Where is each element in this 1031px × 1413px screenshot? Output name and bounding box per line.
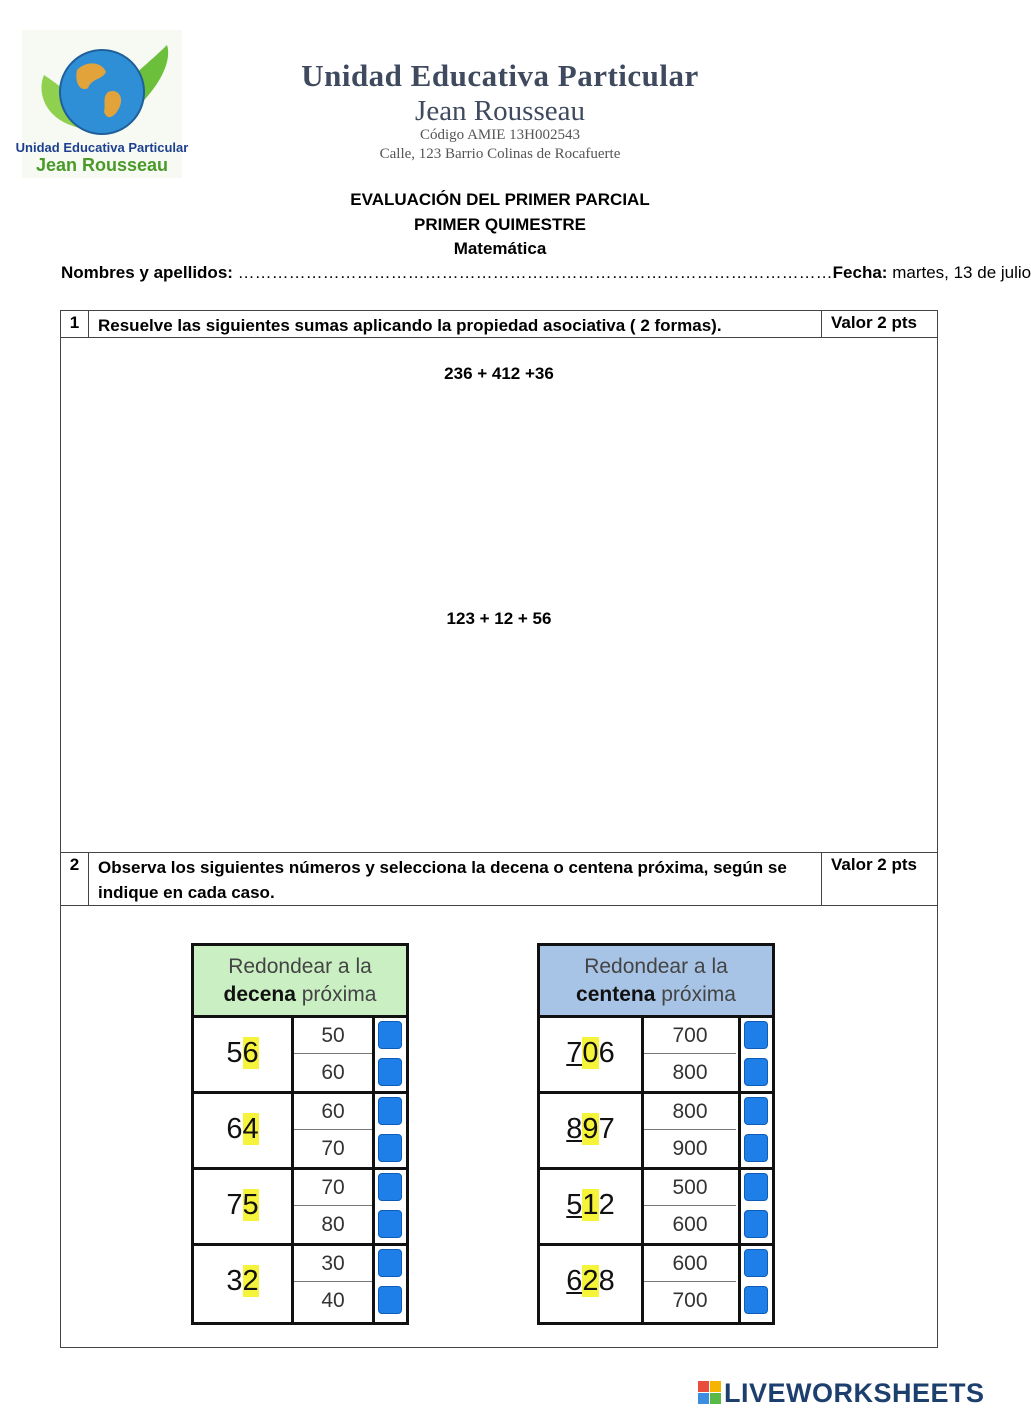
name-blank[interactable]: ……………………………………………………………………………………………	[237, 263, 833, 282]
round-hundreds-header	[540, 946, 772, 1018]
option-label: 70	[294, 1170, 372, 1206]
sum-expression: 123 + 12 + 56	[446, 609, 552, 628]
header-line-2	[540, 981, 772, 1009]
option-label: 50	[294, 1018, 372, 1054]
number-to-round: 628	[540, 1246, 644, 1322]
option-checkbox[interactable]	[378, 1210, 402, 1238]
round-row	[194, 1018, 406, 1094]
svg-text:Jean Rousseau: Jean Rousseau	[35, 155, 169, 175]
option-label: 800	[672, 1061, 708, 1084]
number-to-round: 64	[194, 1094, 294, 1167]
number-to-round: 897	[540, 1094, 644, 1167]
header-line: Redondear a la	[228, 955, 372, 978]
question-1-header	[61, 311, 937, 338]
number-to-round: 706	[540, 1018, 644, 1091]
highlighted-digit: 5	[242, 1189, 259, 1221]
option-checkbox[interactable]	[744, 1210, 768, 1238]
number-to-round: 32	[194, 1246, 294, 1322]
header-bold: decena	[223, 983, 296, 1006]
option-label: 40	[321, 1289, 345, 1312]
question-number: 2	[61, 853, 89, 905]
option-label: 900	[672, 1137, 708, 1160]
option-checkbox[interactable]	[744, 1286, 768, 1314]
date-value: martes, 13 de julio	[892, 263, 1031, 282]
school-logo	[15, 30, 189, 178]
question-value: Valor 2 pts	[821, 853, 937, 905]
highlighted-digit: 0	[582, 1037, 599, 1069]
question-2-header	[61, 852, 937, 906]
highlighted-digit: 2	[582, 1265, 599, 1297]
option-label: 30	[294, 1246, 372, 1282]
highlighted-digit: 4	[242, 1113, 259, 1145]
option-checkbox[interactable]	[378, 1173, 402, 1201]
option-checkbox[interactable]	[744, 1134, 768, 1162]
brand-text: LIVEWORKSHEETS	[724, 1377, 985, 1408]
option-label: 600	[672, 1213, 708, 1236]
header-bold: centena	[576, 983, 656, 1006]
question-text: Observa los siguientes números y selecciona la decena o centena próxima, según se indique en cada caso.	[98, 858, 787, 902]
round-row	[194, 1094, 406, 1170]
round-hundreds-box	[537, 943, 775, 1325]
question-number: 1	[61, 311, 89, 337]
round-tens-box	[191, 943, 409, 1325]
option-checkbox[interactable]	[744, 1097, 768, 1125]
option-checkbox[interactable]	[378, 1134, 402, 1162]
round-row	[540, 1170, 772, 1246]
round-row	[540, 1094, 772, 1170]
header-line-2	[194, 981, 406, 1009]
highlighted-digit: 2	[242, 1265, 259, 1297]
evaluation-title: EVALUACIÓN DEL PRIMER PARCIAL	[350, 190, 650, 209]
option-checkbox[interactable]	[378, 1097, 402, 1125]
round-row	[540, 1246, 772, 1322]
option-label: 60	[321, 1061, 345, 1084]
sum-expression: 236 + 412 +36	[444, 364, 554, 383]
number-to-round: 512	[540, 1170, 644, 1243]
option-label: 60	[294, 1094, 372, 1130]
name-label: Nombres y apellidos:	[61, 263, 233, 282]
number-to-round: 75	[194, 1170, 294, 1243]
question-value: Valor 2 pts	[821, 311, 937, 337]
round-row	[194, 1170, 406, 1246]
date-label: Fecha:	[832, 263, 888, 282]
student-info-row	[61, 263, 1031, 283]
round-row	[194, 1246, 406, 1322]
school-name: Unidad Educativa Particular	[301, 58, 699, 93]
header-rest: próxima	[295, 983, 377, 1006]
highlighted-digit: 6	[242, 1037, 259, 1069]
option-checkbox[interactable]	[744, 1021, 768, 1049]
school-address: Calle, 123 Barrio Colinas de Rocafuerte	[379, 146, 621, 162]
round-tens-header	[194, 946, 406, 1018]
option-label: 500	[644, 1170, 736, 1206]
option-label: 80	[321, 1213, 345, 1236]
round-row	[540, 1018, 772, 1094]
amie-code: Código AMIE 13H002543	[419, 127, 580, 143]
highlighted-digit: 1	[582, 1189, 599, 1221]
evaluation-term: PRIMER QUIMESTRE	[414, 215, 586, 234]
option-checkbox[interactable]	[378, 1021, 402, 1049]
school-subname: Jean Rousseau	[415, 95, 585, 127]
liveworksheets-brand[interactable]	[698, 1378, 985, 1408]
globe-leaf-icon	[15, 30, 189, 178]
highlighted-digit: 9	[582, 1113, 599, 1145]
liveworksheets-icon	[698, 1381, 722, 1405]
evaluation-subject: Matemática	[453, 239, 547, 258]
header-line: Redondear a la	[584, 955, 728, 978]
svg-text:Unidad Educativa Particular: Unidad Educativa Particular	[15, 140, 189, 155]
option-checkbox[interactable]	[378, 1286, 402, 1314]
option-label: 800	[644, 1094, 736, 1130]
question-text: Resuelve las siguientes sumas aplicando la propiedad asociativa ( 2 formas).	[98, 316, 722, 335]
option-label: 70	[321, 1137, 345, 1160]
option-checkbox[interactable]	[744, 1058, 768, 1086]
option-checkbox[interactable]	[378, 1249, 402, 1277]
header-rest: próxima	[655, 983, 736, 1006]
exam-table	[60, 310, 938, 1348]
option-label: 600	[644, 1246, 736, 1282]
option-checkbox[interactable]	[744, 1173, 768, 1201]
number-to-round: 56	[194, 1018, 294, 1091]
option-checkbox[interactable]	[744, 1249, 768, 1277]
option-label: 700	[672, 1289, 708, 1312]
option-label: 700	[644, 1018, 736, 1054]
option-checkbox[interactable]	[378, 1058, 402, 1086]
